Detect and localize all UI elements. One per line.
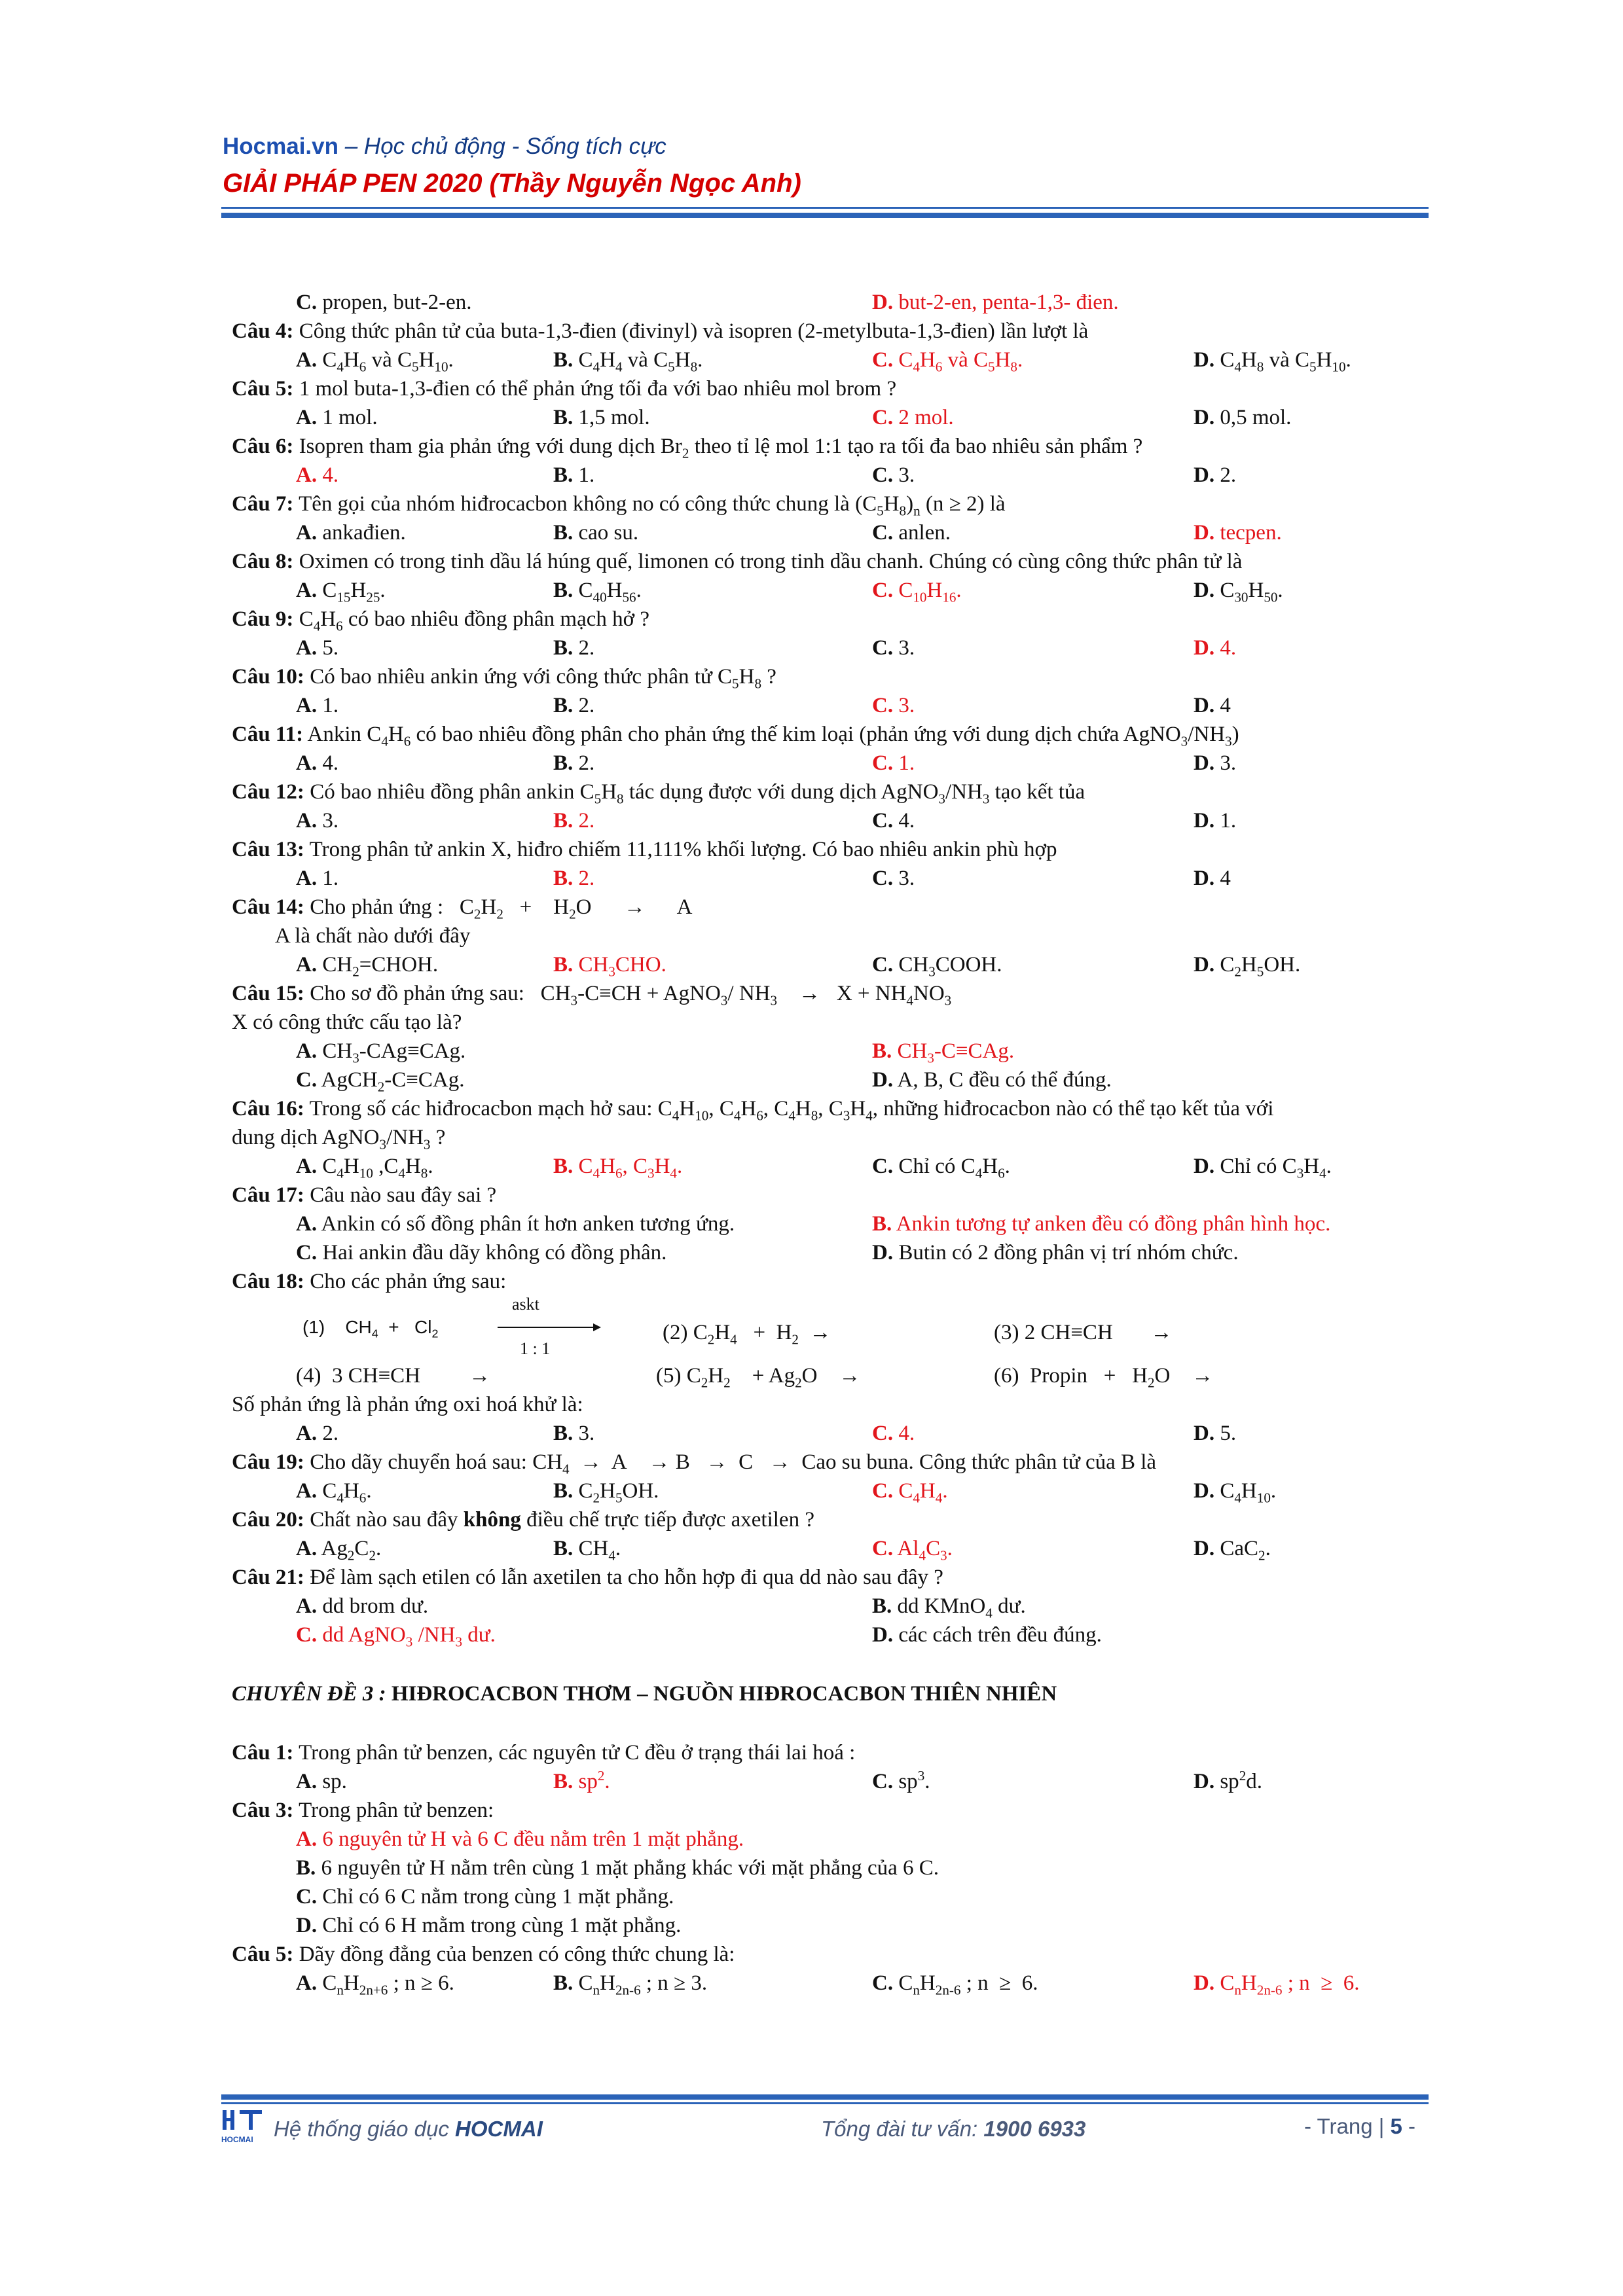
question-14-sub: A là chất nào dưới đây — [275, 924, 471, 948]
question-7: Câu 7: Tên gọi của nhóm hiđrocacbon không no có công thức chung là $(C_5H_8)_n$ (n ≥ 2) là — [232, 492, 1006, 519]
header-brand-line — [223, 134, 666, 160]
question-10: Câu 10: Có bao nhiêu ankin ứng với công thức phân tử $C_5H_8$ ? — [232, 665, 776, 692]
footer-page-number: - Trang | 5 - — [1304, 2114, 1415, 2138]
question-6: Câu 6: Isopren tham gia phản ứng với dung dịch $Br_2$ theo tỉ lệ mol 1:1 tạo ra tối đa bao nhiêu sản phẩm ? — [232, 435, 1143, 461]
s-question-3-option-d: D. Chỉ có 6 H mằm trong cùng 1 mặt phẳng. — [296, 1914, 682, 1937]
slogan: – Học chủ động - Sống tích cực — [338, 134, 666, 159]
question-18-options: A. 2. B. 3. C. 4. D. 5. — [296, 1422, 1237, 1445]
question-16-options: A. $C_4H_{10}$ $,C_4H_8$. B. $C_4H_6$, $C_3H_4$. C. Chỉ có $C_4H_6$. D. Chỉ có $C_3H_4$. — [296, 1155, 1332, 1181]
reactions-row-2: (4) 3 CH≡CH → (5) $C_2H_2$ + $Ag_2O$ → (6) Propin + $H_2O$ → — [296, 1364, 1214, 1391]
section-heading: CHUYÊN ĐỀ 3 : HIĐROCACBON THƠM – NGUỒN HIĐROCACBON THIÊN NHIÊN — [232, 1682, 1057, 1706]
question-15-options-cd: C. AgCH$_2$-C≡CAg. D. A, B, C đều có thể đúng. — [296, 1068, 1112, 1095]
question-3-options: C. propen, but-2-en. D. but-2-en, penta-1,3- đien. — [296, 291, 1119, 314]
header-rule-thick — [221, 213, 1429, 218]
question-17-options-cd: C. Hai ankin đầu dãy không có đồng phân. D. Butin có 2 đồng phân vị trí nhóm chức. — [296, 1241, 1239, 1265]
question-20-options: A. $Ag_2C_2$. B. $CH_4$. C. $Al_4C_3$. D. CaC$_2$. — [296, 1537, 1271, 1564]
question-17: Câu 17: Câu nào sau đây sai ? — [232, 1183, 497, 1207]
question-6-options: A. 4. B. 1. C. 3. D. 2. — [296, 463, 1237, 487]
s-question-3-option-b: B. 6 nguyên tử H nằm trên cùng 1 mặt phẳng khác với mặt phẳng của 6 C. — [296, 1856, 939, 1880]
question-4-options: A. $C_4H_6$ và $C_5H_{10}$. B. $C_4H_4$ và $C_5H_8$. C. $C_4H_6$ và $C_5H_8$. D. $C_4H_8$ và $C_5H_{10}$. — [296, 348, 1351, 375]
question-21-options-ab: A. dd brom dư. B. dd KMnO$_4$ dư. — [296, 1594, 1026, 1621]
s-question-5: Câu 5: Dãy đồng đẳng của benzen có công thức chung là: — [232, 1943, 735, 1966]
question-11-options: A. 4. B. 2. C. 1. D. 3. — [296, 751, 1237, 775]
question-4: Câu 4: Công thức phân tử của buta-1,3-đien (đivinyl) và isopren (2-metylbuta-1,3-đien) lần lượt là — [232, 319, 1089, 343]
question-13: Câu 13: Trong phân tử ankin X, hiđro chiếm 11,111% khối lượng. Có bao nhiêu ankin phù hợp — [232, 838, 1057, 861]
question-18: Câu 18: Cho các phản ứng sau: — [232, 1270, 507, 1293]
brand-link[interactable]: Hocmai.vn — [223, 134, 338, 159]
footer-rule-thick — [221, 2094, 1429, 2100]
question-8-options: A. $C_{15}H_{25}$. B. $C_{40}H_{56}$. C. $C_{10}H_{16}$. D. $C_{30}H_{50}$. — [296, 579, 1283, 605]
s-question-3-option-c: C. Chỉ có 6 C nằm trong cùng 1 mặt phẳng. — [296, 1885, 674, 1909]
question-20: Câu 20: Chất nào sau đây không điều chế trực tiếp được axetilen ? — [232, 1508, 814, 1532]
question-15: Câu 15: Cho sơ đồ phản ứng sau: $CH_3-C\equiv CH$ + AgNO$_3$/ $NH_3$ → $X + NH_4NO_3$ — [232, 982, 952, 1009]
question-8: Câu 8: Oximen có trong tinh dầu lá húng quế, limonen có trong tinh dầu chanh. Chúng có cùng công thức phân tử là — [232, 550, 1243, 573]
question-14: Câu 14: Cho phản ứng : $C_2H_2$ + $H_2O$ → A — [232, 895, 693, 922]
question-7-options: A. ankađien. B. cao su. C. anlen. D. tecpen. — [296, 521, 1282, 545]
reaction-1-condition-top: askt — [512, 1295, 539, 1314]
s-question-1-options: A. sp. B. $sp^2$. C. $sp^3$. D. $sp^2d$. — [296, 1768, 1262, 1793]
question-21: Câu 21: Để làm sạch etilen có lẫn axetilen ta cho hỗn hợp đi qua dd nào sau đây ? — [232, 1566, 943, 1589]
page-title: GIẢI PHÁP PEN 2020 (Thầy Nguyễn Ngọc Anh) — [223, 169, 801, 198]
s-question-3-option-a: A. 6 nguyên tử H và 6 C đều nằm trên 1 mặt phẳng. — [296, 1827, 744, 1851]
reactions-row-1: (2) $C_2H_4 + H_2$ → (3) 2 CH≡CH → — [663, 1321, 1173, 1348]
question-19: Câu 19: Cho dãy chuyển hoá sau: $CH_4 \to A$ → B → C → Cao su buna. Công thức phân tử của B là — [232, 1450, 1157, 1477]
question-16: Câu 16: Trong số các hiđrocacbon mạch hở sau: $C_4H_{10}$, $C_4H_6$, $C_4H_8$, $C_3H_4$, những hiđrocacbon nào có thể tạo kết tủa với — [232, 1097, 1274, 1124]
footer-hotline: Tổng đài tư vấn: 1900 6933 — [821, 2117, 1086, 2141]
footer-org: Hệ thống giáo dục HOCMAI — [274, 2117, 543, 2141]
header-rule-thin — [221, 207, 1429, 209]
reaction-1-condition-bottom: 1 : 1 — [520, 1339, 551, 1358]
question-15-sub: X có công thức cấu tạo là? — [232, 1011, 462, 1034]
question-14-options: A. $CH_2=CHOH$. B. $CH_3CHO$. C. $CH_3COOH$. D. $C_2H_5OH$. — [296, 953, 1301, 980]
question-16-line2: dung dịch $AgNO_3/NH_3$ ? — [232, 1126, 446, 1153]
question-12: Câu 12: Có bao nhiêu đồng phân ankin $C_5H_8$ tác dụng được với dung dịch $AgNO_3/NH_3$ tạo kết tủa — [232, 780, 1085, 807]
question-21-options-cd: C. dd AgNO$_3$ $/NH_3$ dư. D. các cách trên đều đúng. — [296, 1623, 1102, 1650]
question-5: Câu 5: 1 mol buta-1,3-đien có thể phản ứng tối đa với bao nhiêu mol brom ? — [232, 377, 897, 401]
footer-rule-thin — [221, 2102, 1429, 2104]
question-10-options: A. 1. B. 2. C. 3. D. 4 — [296, 694, 1231, 717]
question-5-options: A. 1 mol. B. 1,5 mol. C. 2 mol. D. 0,5 mol. — [296, 406, 1292, 429]
question-12-options: A. 3. B. 2. C. 4. D. 1. — [296, 809, 1237, 833]
question-9-options: A. 5. B. 2. C. 3. D. 4. — [296, 636, 1237, 660]
question-19-options: A. $C_4H_6$. B. $C_2H_5OH$. C. $C_4H_4$. D. $C_4H_{10}$. — [296, 1479, 1277, 1506]
question-15-options-ab: A. $CH_3-CAg\equiv CAg$. B. $CH_3-C\equiv CAg$. — [296, 1039, 1015, 1066]
question-18-ask: Số phản ứng là phản ứng oxi hoá khử là: — [232, 1393, 583, 1416]
question-13-options: A. 1. B. 2. C. 3. D. 4 — [296, 867, 1231, 890]
logo-text: HOCMAI — [221, 2135, 253, 2144]
reaction-1: (1) $CH_4 + Cl_2$ — [302, 1317, 439, 1340]
s-question-3: Câu 3: Trong phân tử benzen: — [232, 1799, 494, 1822]
question-17-options-ab: A. Ankin có số đồng phân ít hơn anken tương ứng. B. Ankin tương tự anken đều có đồng phân hình học. — [296, 1212, 1331, 1236]
s-question-1: Câu 1: Trong phân tử benzen, các nguyên tử C đều ở trạng thái lai hoá : — [232, 1741, 856, 1765]
s-question-5-options: A. $C_nH_{2n+6}$ ; n ≥ 6. B. $C_nH_{2n-6}$ ; n ≥ 3. C. $C_nH_{2n-6}$ ; n ≥ 6. D. $C_nH_{2n-6}$ ; n ≥ 6. — [296, 1971, 1360, 1998]
question-9: Câu 9: $C_4H_6$ có bao nhiêu đồng phân mạch hở ? — [232, 607, 649, 634]
question-11: Câu 11: Ankin $C_4H_6$ có bao nhiêu đồng phân cho phản ứng thế kim loại (phản ứng với dung dịch chứa $AgNO_3/NH_3$) — [232, 723, 1239, 749]
